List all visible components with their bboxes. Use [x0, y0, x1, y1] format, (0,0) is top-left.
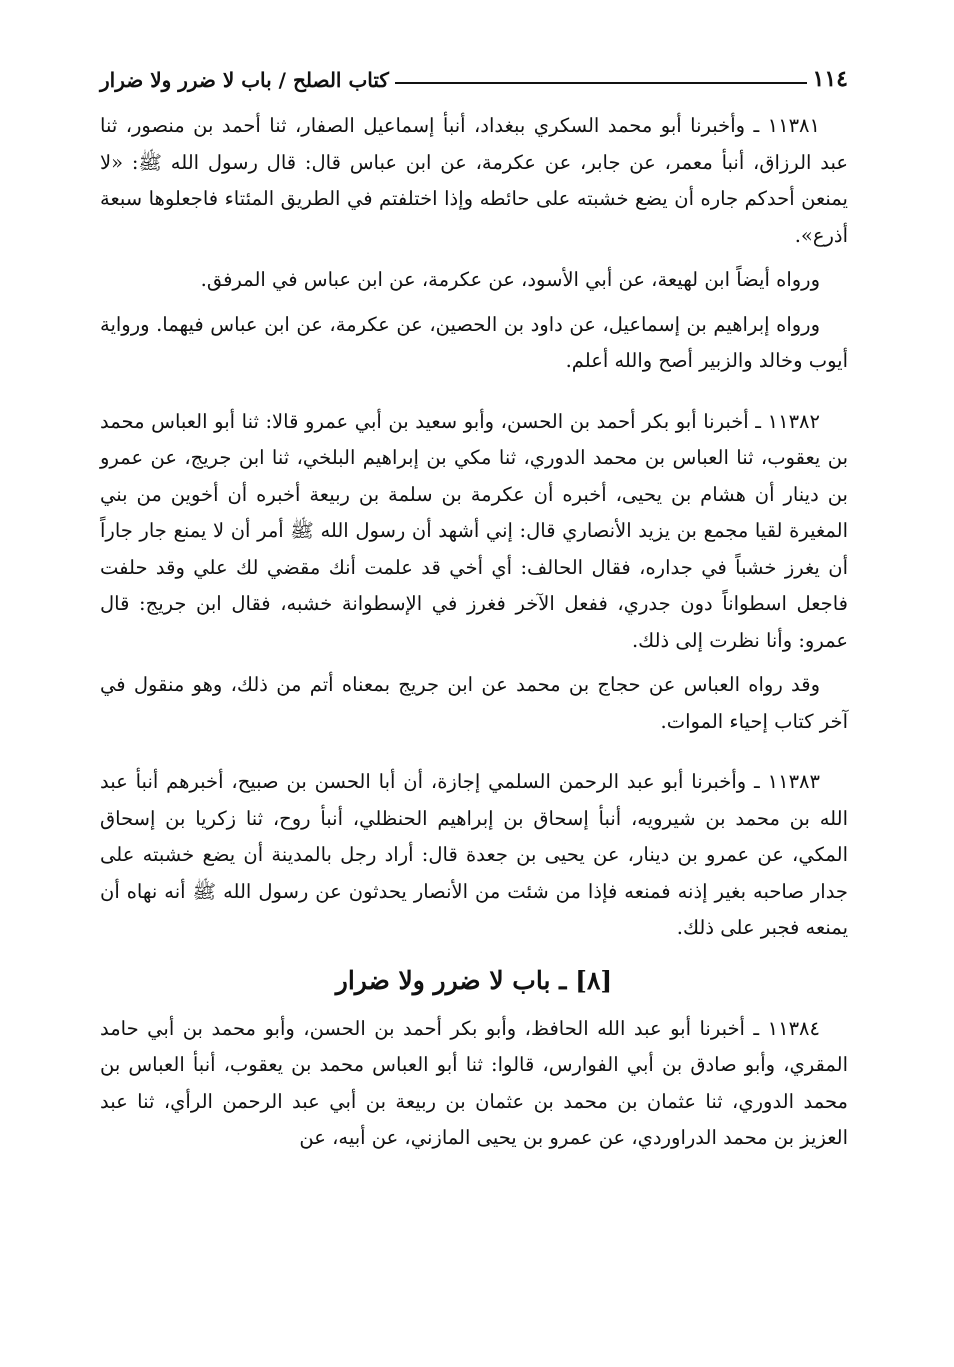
hadith-11384: ١١٣٨٤ ـ أخبرنا أبو عبد الله الحافظ، وأبو بكر أحمد بن الحسن، وأبو محمد بن أبي حامد المقري، وأبو صادق بن أبي الفوارس، قالوا: ثنا أبو العباس محمد بن يعقوب، أنبأ العباس بن محمد الدوري، ثنا عثمان بن محمد بن عثمان بن ربيعة بن أبي عبد الرحمن الرأي، ثنا عبد العزيز بن محمد الدراوردي، عن عمرو بن يحيى المازني، عن أبيه، عن [100, 1016, 848, 1149]
spacer [100, 254, 848, 262]
chapter-heading: [٨] ـ باب لا ضرر ولا ضرار [335, 965, 613, 995]
spacer [100, 380, 848, 404]
spacer [100, 659, 848, 667]
book-page [100, 62, 848, 1157]
hadith-11382: ١١٣٨٢ ـ أخبرنا أبو بكر أحمد بن الحسن، وأبو سعيد بن أبي عمرو قالا: ثنا أبو العباس محمد بن يعقوب، ثنا العباس بن محمد الدوري، ثنا مكي بن إبراهيم البلخي، ثنا ابن جريج، عن عمرو بن دينار أن هشام بن يحيى، أخبره أن عكرمة بن سلمة بن ربيعة أخبره أن أخوين من بني المغيرة لقيا مجمع بن يزيد الأنصاري قال: إني أشهد أن رسول الله ﷺ أمر أن لا يمنع جار جاراً أن يغرز خشباً في جداره، فقال الحالف: أي أخي قد علمت أنك مقضي لك علي وقد حلفت فاجعل اسطواناً دون جدري، ففعل الآخر فغرز في الإسطوانة خشبه، فقال ابن جريج: قال عمرو: وأنا نظرت إلى ذلك. [100, 409, 848, 652]
note-ibrahim: ورواه إبراهيم بن إسماعيل، عن داود بن الحصين، عن عكرمة، عن ابن عباس فيهما. ورواية أيوب وخالد والزبير أصح والله أعلم. [100, 312, 848, 372]
hadith-11383: ١١٣٨٣ ـ وأخبرنا أبو عبد الرحمن السلمي إجازة، أن أبا الحسن بن صبيح، أخبرهم أنبأ عبد الله بن محمد بن شيرويه، أنبأ إسحاق بن إبراهيم الحنظلي، أنبأ روح، ثنا زكريا بن إسحاق المكي، عن عمرو بن دينار، عن يحيى بن جعدة قال: أراد رجل بالمدينة أن يضع خشبته على جدار صاحبه بغير إذنه فمنعه فإذا من شئت من الأنصار يحدثون عن رسول الله ﷺ أنه نهاه أن يمنعه فجبر على ذلك. [100, 770, 848, 939]
note-ibn-lahia: ورواه أيضاً ابن لهيعة، عن أبي الأسود، عن عكرمة، عن ابن عباس في المرفق. [200, 268, 820, 291]
running-title: كتاب الصلح / باب لا ضرر ولا ضرار [100, 68, 389, 92]
hadith-11381: ١١٣٨١ ـ وأخبرنا أبو محمد السكري ببغداد، أنبأ إسماعيل الصفار، ثنا أحمد بن منصور، ثنا عبد الرزاق، أنبأ معمر، عن جابر، عن عكرمة، عن ابن عباس قال: قال رسول الله ﷺ: «لا يمنعن أحدكم جاره أن يضع خشبته على حائطه وإذا اختلفتم في الطريق المئتاء فاجعلوها سبعة أذرع». [100, 114, 848, 247]
note-abbas: وقد رواه العباس عن حجاج بن محمد عن ابن جريج بمعناه أتم من ذلك، وهو منقول في آخر كتاب إحياء الموات. [100, 673, 848, 733]
page-number: ١١٤ [812, 66, 848, 92]
header-rule [395, 82, 807, 84]
page-header [100, 62, 848, 92]
spacer [100, 740, 848, 764]
spacer [100, 299, 848, 307]
